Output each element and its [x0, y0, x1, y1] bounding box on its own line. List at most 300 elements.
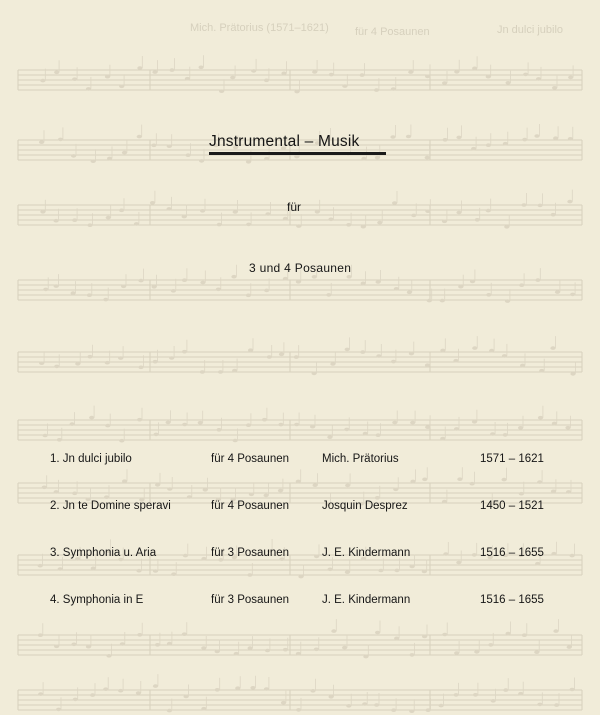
note-head: [345, 570, 350, 574]
note-head: [329, 695, 334, 699]
note-head: [425, 363, 430, 367]
note-head: [520, 364, 525, 368]
note-head: [486, 75, 491, 79]
note-head: [454, 427, 459, 431]
note-head: [394, 569, 399, 573]
list-item: [0, 547, 600, 565]
note-head: [216, 288, 221, 292]
note-head: [264, 289, 269, 293]
note-head: [137, 418, 142, 422]
note-head: [57, 438, 62, 442]
note-head: [570, 293, 575, 297]
note-head: [215, 688, 220, 692]
note-head: [246, 423, 251, 427]
note-head: [391, 708, 396, 712]
note-head: [409, 709, 414, 713]
note-head: [219, 89, 224, 93]
note-head: [72, 77, 77, 81]
years: 1450 – 1521: [480, 500, 544, 512]
note-head: [90, 693, 95, 697]
note-head: [362, 702, 367, 706]
note-head: [537, 703, 542, 707]
note-head: [456, 136, 461, 140]
note-head: [218, 370, 223, 374]
note-head: [361, 225, 366, 229]
note-head: [54, 365, 59, 369]
note-head: [422, 478, 427, 482]
note-head: [294, 155, 299, 159]
note-head: [534, 134, 539, 138]
note-head: [58, 138, 63, 142]
note-head: [342, 646, 347, 650]
note-head: [410, 480, 415, 484]
note-head: [503, 688, 508, 692]
note-head: [472, 420, 477, 424]
for-label: für: [287, 200, 302, 214]
piece-title: 1. Jn dulci jubilo: [50, 453, 132, 465]
note-head: [87, 355, 92, 359]
note-head: [106, 216, 111, 220]
note-head: [426, 708, 431, 712]
note-head: [519, 492, 524, 496]
list-item: [0, 500, 600, 518]
note-head: [122, 151, 127, 155]
note-head: [265, 212, 270, 216]
note-head: [279, 353, 284, 357]
note-head: [392, 421, 397, 425]
note-head: [409, 653, 414, 657]
note-head: [201, 707, 206, 711]
note-head: [555, 290, 560, 294]
note-head: [453, 359, 458, 363]
note-head: [105, 75, 110, 79]
note-head: [56, 708, 61, 712]
note-head: [119, 439, 124, 443]
note-head: [134, 222, 139, 226]
note-head: [486, 143, 491, 147]
note-head: [137, 633, 142, 637]
note-head: [570, 372, 575, 376]
note-head: [215, 650, 220, 654]
note-head: [375, 631, 380, 635]
note-head: [283, 648, 288, 652]
piece-title: 2. Jn te Domine speravi: [50, 500, 171, 512]
note-head: [103, 687, 108, 691]
note-head: [246, 294, 251, 298]
composer: J. E. Kindermann: [322, 594, 411, 606]
note-head: [182, 215, 187, 219]
faint-piece-title: Jn dulci jubilo: [497, 24, 564, 36]
note-head: [296, 280, 301, 284]
note-head: [155, 643, 160, 647]
note-head: [217, 223, 222, 227]
note-head: [91, 159, 96, 163]
note-head: [298, 575, 303, 579]
note-head: [472, 67, 477, 71]
note-head: [505, 299, 510, 303]
note-head: [151, 144, 156, 148]
note-head: [283, 277, 288, 281]
note-head: [486, 209, 491, 213]
note-head: [454, 70, 459, 74]
note-head: [199, 159, 204, 163]
note-head: [264, 687, 269, 691]
note-head: [490, 432, 495, 436]
note-head: [42, 486, 47, 490]
note-head: [330, 362, 335, 366]
note-head: [248, 348, 253, 352]
note-head: [312, 275, 317, 279]
note-head: [198, 421, 203, 425]
note-head: [71, 154, 76, 158]
note-head: [70, 422, 75, 426]
note-head: [407, 291, 412, 295]
note-head: [331, 629, 336, 633]
note-head: [361, 282, 366, 286]
note-head: [454, 651, 459, 655]
note-head: [296, 652, 301, 656]
note-head: [504, 225, 509, 229]
note-head: [552, 422, 557, 426]
note-head: [43, 288, 48, 292]
note-head: [410, 565, 415, 569]
note-head: [406, 135, 411, 139]
note-head: [566, 490, 571, 494]
note-head: [251, 69, 256, 73]
note-head: [249, 493, 254, 497]
note-head: [152, 285, 157, 289]
note-head: [167, 487, 172, 491]
piece-title: 3. Symphonia u. Aria: [50, 547, 157, 559]
note-head: [378, 569, 383, 573]
note-head: [153, 569, 158, 573]
note-head: [408, 70, 413, 74]
note-head: [470, 280, 475, 284]
note-head: [171, 572, 176, 576]
note-head: [54, 219, 59, 223]
list-item: [0, 594, 600, 612]
note-head: [199, 66, 204, 70]
note-head: [565, 426, 570, 430]
note-head: [169, 356, 174, 360]
note-head: [522, 633, 527, 637]
note-head: [409, 352, 414, 356]
note-head: [73, 698, 78, 702]
note-head: [103, 298, 108, 302]
note-head: [136, 569, 141, 573]
note-head: [315, 210, 320, 214]
note-head: [234, 652, 239, 656]
note-head: [552, 86, 557, 90]
note-head: [328, 218, 333, 222]
note-head: [281, 72, 286, 76]
note-head: [470, 482, 475, 486]
note-head: [346, 704, 351, 708]
note-head: [278, 489, 283, 493]
note-head: [166, 421, 171, 425]
note-head: [422, 570, 427, 574]
note-head: [458, 285, 463, 289]
note-head: [346, 223, 351, 227]
note-head: [375, 156, 380, 160]
note-head: [171, 289, 176, 293]
note-head: [442, 81, 447, 85]
note-head: [440, 349, 445, 353]
instrumentation: für 4 Posaunen: [211, 453, 290, 465]
note-head: [155, 483, 160, 487]
note-head: [491, 699, 496, 703]
note-head: [568, 76, 573, 80]
note-head: [454, 693, 459, 697]
note-head: [440, 299, 445, 303]
note-head: [410, 421, 415, 425]
note-head: [312, 70, 317, 74]
note-head: [294, 423, 299, 427]
note-head: [121, 285, 126, 289]
note-head: [246, 160, 251, 164]
note-head: [422, 635, 427, 639]
note-head: [425, 209, 430, 213]
note-head: [119, 209, 124, 213]
note-head: [167, 642, 172, 646]
note-head: [518, 426, 523, 430]
note-head: [154, 433, 159, 437]
note-head: [442, 220, 447, 224]
note-head: [264, 494, 269, 498]
note-head: [230, 76, 235, 80]
note-head: [570, 688, 575, 692]
note-head: [427, 299, 432, 303]
note-head: [167, 709, 172, 713]
title-underline: [209, 152, 386, 155]
note-head: [246, 223, 251, 227]
subtitle: 3 und 4 Posaunen: [249, 261, 352, 275]
note-head: [138, 366, 143, 370]
note-head: [72, 492, 77, 496]
years: 1516 – 1655: [480, 547, 544, 559]
note-head: [86, 645, 91, 649]
note-head: [167, 207, 172, 211]
note-head: [425, 75, 430, 79]
note-head: [550, 346, 555, 350]
note-head: [71, 643, 76, 647]
note-head: [296, 480, 301, 484]
note-head: [40, 79, 45, 83]
years: 1516 – 1655: [480, 594, 544, 606]
note-head: [535, 278, 540, 282]
note-head: [377, 221, 382, 225]
list-item: [0, 453, 600, 471]
note-head: [394, 287, 399, 291]
note-head: [538, 416, 543, 420]
note-head: [310, 425, 315, 429]
note-head: [376, 354, 381, 358]
note-head: [38, 692, 43, 696]
instrumentation: für 3 Posaunen: [211, 594, 290, 606]
note-head: [262, 418, 267, 422]
note-head: [120, 642, 125, 646]
note-head: [489, 349, 494, 353]
note-head: [200, 209, 205, 213]
note-head: [537, 480, 542, 484]
note-head: [472, 346, 477, 350]
note-head: [345, 348, 350, 352]
note-head: [294, 355, 299, 359]
composer: J. E. Kindermann: [322, 547, 411, 559]
note-head: [554, 703, 559, 707]
note-head: [43, 434, 48, 438]
note-head: [232, 369, 237, 373]
note-head: [201, 646, 206, 650]
note-head: [471, 147, 476, 151]
note-head: [534, 650, 539, 654]
note-head: [265, 649, 270, 653]
note-head: [119, 85, 124, 89]
note-head: [475, 218, 480, 222]
note-head: [182, 632, 187, 636]
note-head: [474, 650, 479, 654]
note-head: [153, 684, 158, 688]
note-head: [118, 689, 123, 693]
note-head: [567, 645, 572, 649]
note-head: [296, 708, 301, 712]
note-head: [40, 210, 45, 214]
note-head: [233, 439, 238, 443]
note-head: [54, 284, 59, 288]
note-head: [363, 655, 368, 659]
note-head: [440, 437, 445, 441]
years: 1571 – 1621: [480, 453, 544, 465]
note-head: [91, 567, 96, 571]
composer: Josquin Desprez: [322, 500, 408, 512]
note-head: [345, 484, 350, 488]
note-head: [294, 90, 299, 94]
note-head: [87, 293, 92, 297]
note-head: [267, 355, 272, 359]
note-head: [184, 695, 189, 699]
note-head: [391, 87, 396, 91]
note-head: [153, 360, 158, 364]
note-head: [376, 280, 381, 284]
note-head: [54, 645, 59, 649]
note-head: [506, 81, 511, 85]
note-head: [38, 633, 43, 637]
note-head: [486, 293, 491, 297]
note-head: [187, 495, 192, 499]
note-head: [107, 157, 112, 161]
note-head: [58, 567, 63, 571]
note-head: [122, 479, 127, 483]
note-head: [553, 629, 558, 633]
note-head: [374, 703, 379, 707]
note-head: [247, 573, 252, 577]
note-head: [313, 483, 318, 487]
note-head: [250, 686, 255, 690]
note-head: [457, 477, 462, 481]
note-head: [281, 701, 286, 705]
note-head: [503, 433, 508, 437]
note-head: [167, 144, 172, 148]
note-head: [235, 686, 240, 690]
note-head: [439, 704, 444, 708]
note-head: [553, 136, 558, 140]
note-head: [502, 354, 507, 358]
note-head: [54, 490, 59, 494]
note-head: [523, 73, 528, 77]
note-head: [39, 140, 44, 144]
note-head: [347, 275, 352, 279]
note-head: [443, 138, 448, 142]
note-head: [329, 73, 334, 77]
note-head: [360, 73, 365, 77]
note-head: [394, 637, 399, 641]
note-head: [39, 361, 44, 365]
note-head: [150, 201, 155, 205]
note-head: [137, 66, 142, 70]
note-head: [519, 283, 524, 287]
note-head: [390, 135, 395, 139]
note-head: [87, 223, 92, 227]
note-head: [169, 68, 174, 72]
note-head: [425, 425, 430, 429]
note-head: [137, 135, 142, 139]
note-head: [391, 360, 396, 364]
note-head: [567, 200, 572, 204]
note-head: [233, 210, 238, 214]
instrumentation: für 4 Posaunen: [211, 500, 290, 512]
note-head: [185, 77, 190, 81]
note-head: [264, 79, 269, 83]
note-head: [86, 87, 91, 91]
note-head: [72, 218, 77, 222]
note-head: [328, 568, 333, 572]
note-head: [54, 71, 59, 75]
note-head: [182, 278, 187, 282]
note-head: [89, 416, 94, 420]
note-head: [518, 692, 523, 696]
note-head: [506, 632, 511, 636]
note-head: [456, 211, 461, 215]
note-head: [342, 84, 347, 88]
note-head: [551, 213, 556, 217]
note-head: [521, 203, 526, 207]
note-head: [314, 648, 319, 652]
note-head: [376, 433, 381, 437]
note-head: [326, 293, 331, 297]
note-head: [393, 488, 398, 492]
note-head: [104, 495, 109, 499]
note-head: [105, 361, 110, 365]
composer: Mich. Prätorius: [322, 453, 399, 465]
note-head: [551, 490, 556, 494]
note-head: [327, 435, 332, 439]
faint-instrumentation: für 4 Posaunen: [355, 26, 430, 38]
note-head: [105, 424, 110, 428]
note-head: [374, 88, 379, 92]
note-head: [361, 157, 366, 161]
note-head: [200, 370, 205, 374]
note-head: [203, 488, 208, 492]
piece-title: 4. Symphonia in E: [50, 594, 144, 606]
note-head: [138, 279, 143, 283]
note-head: [310, 689, 315, 693]
note-head: [264, 157, 269, 161]
note-head: [411, 214, 416, 218]
note-head: [536, 77, 541, 81]
note-head: [296, 224, 301, 228]
note-head: [152, 70, 157, 74]
page-title: Jnstrumental – Musik: [209, 133, 360, 150]
